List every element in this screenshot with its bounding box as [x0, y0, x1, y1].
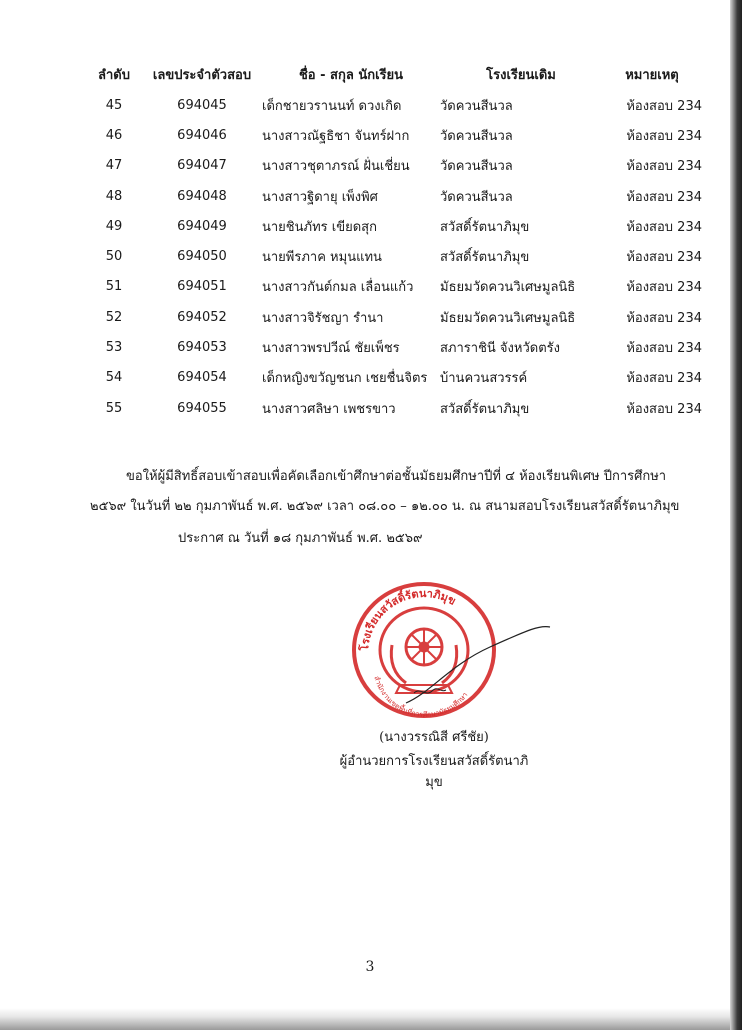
row-student-name: นางสาวฐิดายุ เพ็งพิศ: [262, 189, 378, 205]
row-previous-school: วัดควนสีนวล: [440, 98, 513, 114]
row-student-name: นางสาวกันต์กมล เลื่อนแก้ว: [262, 280, 414, 296]
row-no: 45: [105, 97, 123, 113]
row-exam-id: 694045: [177, 97, 227, 113]
table-row: [82, 241, 702, 271]
row-note: ห้องสอบ 234: [626, 341, 702, 357]
row-no: 51: [105, 279, 123, 295]
row-previous-school: สภาราชินี จังหวัดตรัง: [440, 341, 560, 357]
row-exam-id: 694052: [177, 309, 227, 325]
header-name: ชื่อ - สกุล นักเรียน: [298, 67, 404, 83]
row-student-name: นางสาวจิรัชญา รำนา: [262, 310, 384, 326]
row-previous-school: สวัสดิ์รัตนาภิมุข: [440, 401, 530, 417]
header-school: โรงเรียนเดิม: [486, 67, 556, 83]
row-exam-id: 694050: [177, 249, 227, 265]
row-note: ห้องสอบ 234: [626, 401, 702, 417]
row-no: 49: [105, 218, 123, 234]
table-row: [82, 393, 702, 423]
header-exam-id: เลขประจำตัวสอบ: [152, 67, 252, 83]
page-number: 3: [365, 959, 375, 975]
row-note: ห้องสอบ 234: [626, 189, 702, 205]
table-header-row: [82, 58, 702, 90]
row-student-name: นายชินภัทร เขียดสุก: [262, 219, 377, 235]
row-note: ห้องสอบ 234: [626, 98, 702, 114]
table-row: [82, 332, 702, 362]
row-note: ห้องสอบ 234: [626, 371, 702, 387]
announcement-date: ประกาศ ณ วันที่ ๑๘ กุมภาพันธ์ พ.ศ. ๒๕๖๙: [178, 531, 423, 546]
table-row: [82, 120, 702, 150]
row-no: 47: [105, 158, 123, 174]
row-no: 52: [105, 309, 123, 325]
row-previous-school: วัดควนสีนวล: [440, 189, 513, 205]
row-no: 48: [105, 188, 123, 204]
row-previous-school: มัธยมวัดควนวิเศษมูลนิธิ: [440, 280, 576, 296]
row-exam-id: 694048: [177, 188, 227, 204]
row-note: ห้องสอบ 234: [626, 280, 702, 296]
row-exam-id: 694049: [177, 218, 227, 234]
header-no: ลำดับ: [98, 67, 130, 83]
row-previous-school: วัดควนสีนวล: [440, 159, 513, 175]
page-edge-shadow: [730, 0, 742, 1030]
row-previous-school: สวัสดิ์รัตนาภิมุข: [440, 219, 530, 235]
results-table: [82, 58, 702, 423]
table-row: [82, 272, 702, 302]
row-exam-id: 694055: [177, 400, 227, 416]
row-note: ห้องสอบ 234: [626, 159, 702, 175]
row-student-name: เด็กหญิงขวัญชนก เชยชื่นจิตร: [262, 371, 428, 387]
table-row: [82, 363, 702, 393]
row-note: ห้องสอบ 234: [626, 128, 702, 144]
row-previous-school: สวัสดิ์รัตนาภิมุข: [440, 250, 530, 266]
table-row: [82, 211, 702, 241]
row-exam-id: 694047: [177, 158, 227, 174]
signer-name: (นางวรรณิสี ศรีชัย): [379, 730, 489, 745]
row-note: ห้องสอบ 234: [626, 250, 702, 266]
row-note: ห้องสอบ 234: [626, 310, 702, 326]
signer-title: ผู้อำนวยการโรงเรียนสวัสดิ์รัตนาภิมุข: [339, 754, 529, 790]
seal-bottom-text: สำนักงานเขตพื้นที่การศึกษามัธยมศึกษา: [372, 675, 470, 719]
row-student-name: เด็กชายวรานนท์ ดวงเกิด: [262, 98, 402, 114]
row-exam-id: 694046: [177, 127, 227, 143]
table-row: [82, 151, 702, 181]
school-seal: [340, 575, 560, 725]
row-no: 55: [105, 400, 123, 416]
row-student-name: นางสาวณัฐธิชา จันทร์ฝาก: [262, 128, 410, 144]
row-exam-id: 694051: [177, 279, 227, 295]
row-no: 54: [105, 370, 123, 386]
table-row: [82, 181, 702, 211]
row-student-name: นายพีรภาค หมุนแทน: [262, 250, 382, 266]
row-student-name: นางสาวศลิษา เพชรขาว: [262, 401, 396, 417]
row-previous-school: มัธยมวัดควนวิเศษมูลนิธิ: [440, 310, 576, 326]
row-previous-school: บ้านควนสวรรค์: [440, 371, 528, 387]
table-row: [82, 90, 702, 120]
table-row: [82, 302, 702, 332]
row-student-name: นางสาวพรปวีณ์ ชัยเพ็ชร: [262, 341, 400, 357]
row-exam-id: 694054: [177, 370, 227, 386]
row-no: 50: [105, 249, 123, 265]
row-note: ห้องสอบ 234: [626, 219, 702, 235]
row-no: 53: [105, 340, 123, 356]
seal-top-text: โรงเรียนสวัสดิ์รัตนาภิมุข: [357, 586, 458, 652]
row-no: 46: [105, 127, 123, 143]
exam-notice: [90, 462, 680, 522]
row-previous-school: วัดควนสีนวล: [440, 128, 513, 144]
notice-line-1: ขอให้ผู้มีสิทธิ์สอบเข้าสอบเพื่อคัดเลือกเข้าศึกษาต่อชั้นมัธยมศึกษาปีที่ ๔ ห้องเรียนพิเศษ ปีการศึกษา: [126, 469, 667, 484]
header-note: หมายเหตุ: [625, 67, 679, 83]
notice-line-2: ๒๕๖๙ ในวันที่ ๒๒ กุมภาพันธ์ พ.ศ. ๒๕๖๙ เวลา ๐๘.๐๐ – ๑๒.๐๐ น. ณ สนามสอบโรงเรียนสวัสดิ์รัตนาภิมุข: [90, 499, 680, 514]
row-exam-id: 694053: [177, 340, 227, 356]
row-student-name: นางสาวชุตาภรณ์ ฝั่นเชี่ยน: [262, 159, 410, 175]
page-bottom-fold: [0, 1008, 730, 1030]
